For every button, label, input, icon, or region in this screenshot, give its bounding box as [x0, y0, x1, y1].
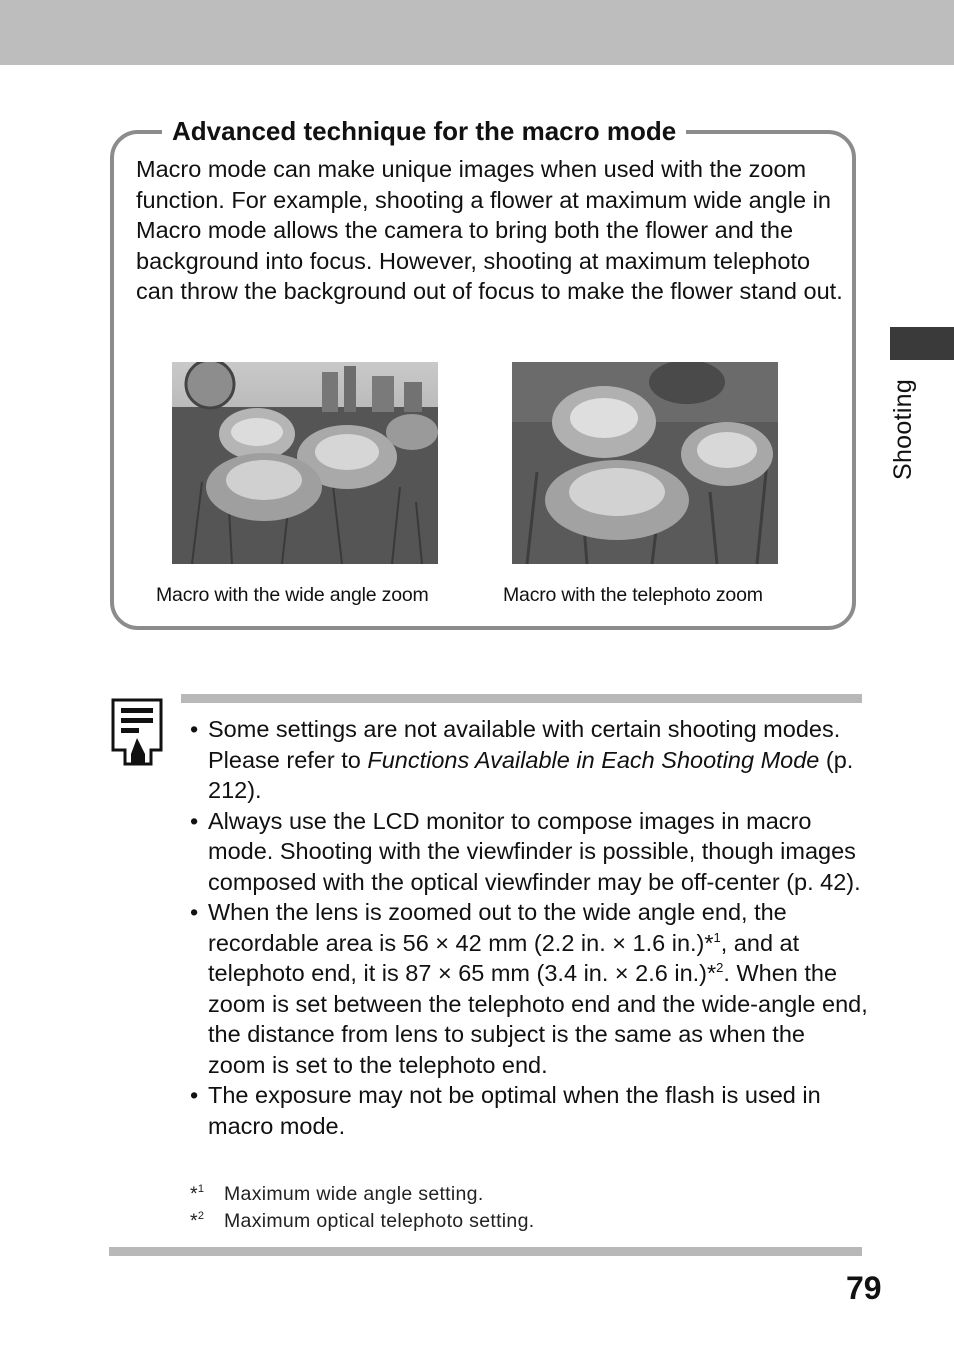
notes-list: [188, 714, 868, 1141]
header-band: [0, 0, 954, 65]
footnotes: [190, 1181, 534, 1235]
section-tab-text: Shooting: [889, 378, 917, 480]
technique-body: Macro mode can make unique images when used with the zoom function. For example, shooting a flower at maximum wide angle in Macro mode allows the camera to bring both the flower and the background into focus. However, shooting at maximum telephoto can throw the background out of focus to make the flower stand out.: [136, 156, 843, 304]
footnote-ref: 2: [716, 960, 724, 975]
page-number: 79: [846, 1270, 882, 1306]
note-item: • The exposure may not be optimal when the flash is used in macro mode.: [188, 1080, 868, 1141]
photo-caption-wide: Macro with the wide angle zoom: [156, 584, 429, 606]
footnote: *$^1$ Maximum wide angle setting.: [190, 1183, 484, 1205]
note-item: • When the lens is zoomed out to the wide angle end, the recordable area is 56 × 42 mm (2.2 in. × 1.6 in.)*$^1$, and at telephoto end, it is 87 × 65 mm (3.4 in. × 2.6 in.)*$^2$. When the zoom is set between the telephoto end and the wide-angle end, the distance from lens to subject is the same as when the zoom is set to the telephoto end.: [188, 897, 868, 1080]
section-tab-marker: [890, 327, 954, 360]
note-icon: [111, 698, 163, 766]
notes-divider-top: [181, 694, 862, 703]
note-reference-title: Functions Available in Each Shooting Mode: [367, 746, 820, 773]
note-item: • Always use the LCD monitor to compose images in macro mode. Shooting with the viewfinder is possible, though images composed with the optical viewfinder may be off-center (p. 42).: [188, 806, 868, 898]
footnote-ref: 1: [713, 929, 721, 945]
note-item: • Some settings are not available with certain shooting modes. Please refer to Functions Available in Each Shooting Mode (p. 212).: [188, 714, 868, 806]
notes-divider-bottom: [109, 1247, 862, 1256]
footnote: *$^2$ Maximum optical telephoto setting.: [190, 1210, 535, 1232]
photo-wide-angle: [172, 362, 438, 564]
photo-caption-telephoto: Macro with the telephoto zoom: [503, 584, 763, 606]
technique-title: Advanced technique for the macro mode: [162, 114, 686, 148]
photo-telephoto: [512, 362, 778, 564]
